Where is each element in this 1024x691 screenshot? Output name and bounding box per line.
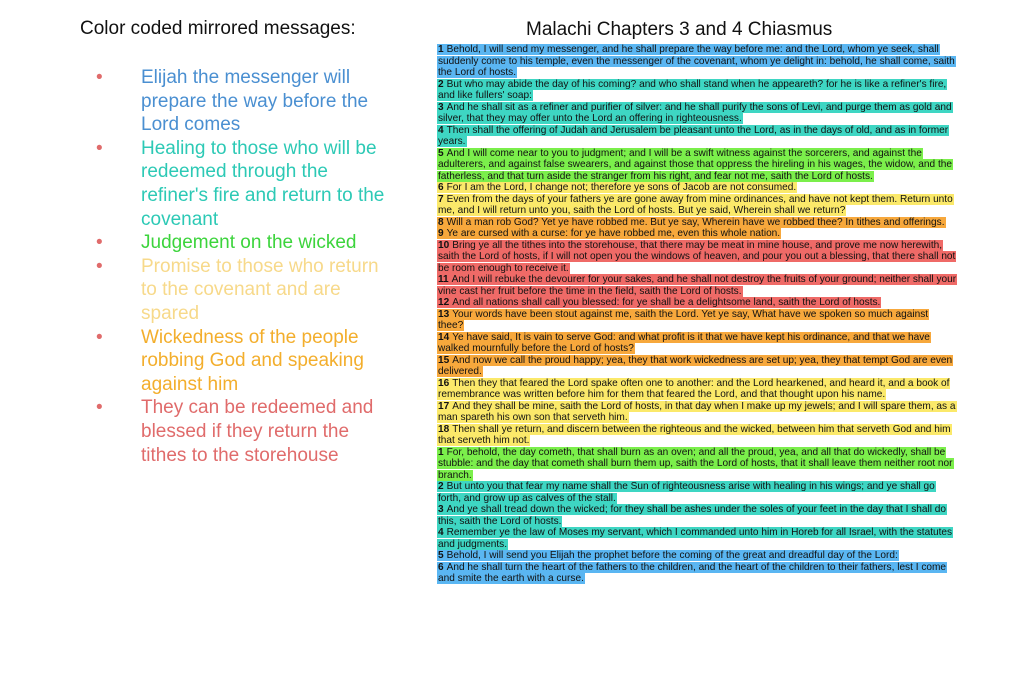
verse bbox=[437, 481, 957, 504]
verse-text: And now we call the proud happy; yea, they that work wickedness are set up; yea, they that tempt God are even delivered. bbox=[438, 354, 953, 377]
legend-item-text: Promise to those who return to the covenant and are spared bbox=[141, 255, 379, 324]
verse-text: But unto you that fear my name shall the Sun of righteousness arise with healing in his wings; and ye shall go forth, and grow up as calves of the stall. bbox=[438, 481, 935, 504]
verse-text: Then shall the offering of Judah and Jerusalem be pleasant unto the Lord, as in the days of old, and as in former years. bbox=[438, 124, 949, 147]
verse bbox=[437, 550, 957, 562]
verse-text: Ye have said, It is vain to serve God: and what profit is it that we have kept his ordinance, and that we have walked mournfully before the Lord of hosts? bbox=[438, 331, 930, 354]
verse-text: Remember ye the law of Moses my servant, which I commanded unto him in Horeb for all Israel, with the statutes and judgments. bbox=[438, 527, 953, 550]
verse bbox=[437, 562, 957, 585]
color-legend bbox=[96, 66, 396, 467]
verse-text: Bring ye all the tithes into the storehouse, that there may be meat in mine house, and prove me now herewith, saith the Lord of hosts, if I will not open you the windows of heaven, and pour you out a blessing, that there shall not be room enough to receive it. bbox=[438, 239, 956, 274]
verse bbox=[437, 274, 957, 297]
verse-number: 4 bbox=[438, 527, 444, 538]
verse-number: 4 bbox=[438, 124, 444, 136]
verse-highlight bbox=[437, 44, 956, 78]
verse-highlight bbox=[437, 401, 957, 424]
verse bbox=[437, 217, 957, 229]
verse-highlight bbox=[437, 240, 956, 274]
verse-highlight bbox=[437, 182, 797, 193]
verse-number: 16 bbox=[438, 377, 450, 389]
verse bbox=[437, 332, 957, 355]
bullet-icon: • bbox=[96, 67, 103, 88]
verse-text: Then shall ye return, and discern between the righteous and the wicked, between him that serveth God and him that serveth him not. bbox=[438, 423, 951, 446]
verse-number: 12 bbox=[438, 297, 450, 308]
verse-text: And he shall sit as a refiner and purifier of silver: and he shall purify the sons of Levi, and purge them as gold and silver, that they may offer unto the Lord an offering in righteousness. bbox=[438, 101, 952, 124]
legend-item bbox=[96, 231, 396, 255]
verse-highlight bbox=[437, 102, 953, 125]
bullet-icon: • bbox=[96, 255, 103, 277]
verse-text: And I will come near to you to judgment; and I will be a swift witness against the sorcerers, and against the adulterers, and against false swearers, and against those that oppress the hireling in his wages, the widow, and the fatherless, and that turn aside the stranger from his right, and fear not me, saith the Lord of hosts. bbox=[438, 147, 952, 182]
verse-text: Your words have been stout against me, saith the Lord. Yet ye say, What have we spoken so much against thee? bbox=[438, 308, 929, 331]
verse bbox=[437, 504, 957, 527]
legend-item-text: They can be redeemed and blessed if they return the tithes to the storehouse bbox=[141, 397, 374, 466]
verse-number: 1 bbox=[438, 44, 444, 55]
verse-number: 2 bbox=[438, 481, 444, 492]
verse-text: Behold, I will send my messenger, and he shall prepare the way before me: and the Lord, whom ye seek, shall suddenly come to his temple, even the messenger of the covenant, whom ye delight in: behold, he shall come, saith the Lord of hosts. bbox=[438, 44, 955, 78]
legend-item-text: Judgement on the wicked bbox=[141, 232, 357, 254]
verse bbox=[437, 148, 957, 183]
verse-number: 3 bbox=[438, 101, 444, 113]
verse-highlight bbox=[437, 447, 954, 481]
verse-highlight bbox=[437, 562, 947, 585]
verse-number: 14 bbox=[438, 331, 450, 343]
verse bbox=[437, 182, 957, 194]
verse-highlight bbox=[437, 378, 950, 401]
verse-number: 5 bbox=[438, 550, 444, 561]
legend-item bbox=[96, 255, 396, 326]
verse-highlight bbox=[437, 79, 947, 102]
verse-highlight bbox=[437, 527, 953, 550]
verse-text: Will a man rob God? Yet ye have robbed me. But ye say, Wherein have we robbed thee? In tithes and offerings. bbox=[446, 216, 945, 228]
verse-number: 3 bbox=[438, 504, 444, 515]
verse-text: Even from the days of your fathers ye are gone away from mine ordinances, and have not kept them. Return unto me, and I will return unto you, saith the Lord of hosts. But ye said, Wherein shall we return? bbox=[438, 193, 953, 216]
verse-number: 10 bbox=[438, 239, 450, 251]
verse-highlight bbox=[437, 194, 954, 217]
bullet-icon: • bbox=[96, 137, 103, 159]
verse bbox=[437, 125, 957, 148]
verse bbox=[437, 355, 957, 378]
bullet-icon: • bbox=[96, 232, 103, 254]
legend-item-text: Wickedness of the people robbing God and speaking against him bbox=[141, 326, 364, 395]
verse-text: And I will rebuke the devourer for your sakes, and he shall not destroy the fruits of your ground; neither shall your vine cast her fruit before the time in the field, saith the Lord of hosts. bbox=[438, 274, 957, 297]
verse bbox=[437, 297, 957, 309]
verse-text: And all nations shall call you blessed: for ye shall be a delightsome land, saith the Lord of hosts. bbox=[452, 297, 881, 308]
verse-list bbox=[437, 44, 957, 585]
verse-text: And they shall be mine, saith the Lord of hosts, in that day when I make up my jewels; and I will spare them, as a man spareth his own son that serveth him. bbox=[438, 400, 956, 423]
verse bbox=[437, 228, 957, 240]
verse-highlight bbox=[437, 504, 947, 527]
verse-number: 1 bbox=[438, 446, 444, 458]
verse-highlight bbox=[437, 550, 899, 561]
verse-number: 17 bbox=[438, 400, 450, 412]
verse-number: 15 bbox=[438, 354, 450, 366]
verse bbox=[437, 378, 957, 401]
verse-highlight bbox=[437, 481, 936, 504]
verse bbox=[437, 309, 957, 332]
verse-text: But who may abide the day of his coming? and who shall stand when he appeareth? for he is like a refiner's fire, and like fullers' soap: bbox=[438, 78, 947, 101]
legend-item bbox=[96, 326, 396, 397]
verse bbox=[437, 79, 957, 102]
bullet-icon: • bbox=[96, 326, 103, 348]
verse bbox=[437, 102, 957, 125]
verse-highlight bbox=[437, 297, 881, 308]
verse bbox=[437, 527, 957, 550]
verse bbox=[437, 424, 957, 447]
verse-highlight bbox=[437, 148, 953, 182]
legend-item-text: Elijah the messenger will prepare the way before the Lord comes bbox=[141, 67, 369, 136]
legend-item-text: Healing to those who will be redeemed through the refiner's fire and return to the covenant bbox=[141, 137, 385, 230]
verse-number: 13 bbox=[438, 308, 450, 320]
page-title: Malachi Chapters 3 and 4 Chiasmus bbox=[526, 19, 833, 40]
verse-text: Behold, I will send you Elijah the prophet before the coming of the great and dreadful day of the Lord: bbox=[446, 550, 898, 561]
verse-number: 6 bbox=[438, 182, 444, 193]
verse bbox=[437, 447, 957, 482]
verse-number: 9 bbox=[438, 228, 444, 239]
verse-text: For I am the Lord, I change not; therefore ye sons of Jacob are not consumed. bbox=[446, 182, 797, 193]
verse-number: 6 bbox=[438, 561, 444, 573]
verse-text: For, behold, the day cometh, that shall burn as an oven; and all the proud, yea, and all that do wickedly, shall be stubble: and the day that cometh shall burn them up, saith the Lord of hosts, that it shall leave them neither root nor branch. bbox=[438, 446, 953, 481]
verse-highlight bbox=[437, 125, 949, 148]
bullet-icon: • bbox=[96, 397, 103, 419]
verse-number: 11 bbox=[438, 274, 449, 285]
verse-highlight bbox=[437, 424, 952, 447]
verse-number: 8 bbox=[438, 216, 444, 228]
verse-highlight bbox=[437, 332, 931, 355]
verse-number: 18 bbox=[438, 423, 450, 435]
legend-item bbox=[96, 66, 396, 137]
legend-item bbox=[96, 396, 396, 467]
verse-highlight bbox=[437, 217, 946, 228]
verse bbox=[437, 401, 957, 424]
verse-number: 2 bbox=[438, 78, 444, 90]
verse bbox=[437, 240, 957, 275]
legend-title: Color coded mirrored messages: bbox=[80, 18, 356, 39]
verse-highlight bbox=[437, 309, 929, 332]
verse-highlight bbox=[437, 228, 781, 239]
legend-item bbox=[96, 137, 396, 231]
verse-text: And he shall turn the heart of the fathers to the children, and the heart of the children to their fathers, lest I come and smite the earth with a curse. bbox=[438, 561, 946, 584]
verse-text: Ye are cursed with a curse: for ye have robbed me, even this whole nation. bbox=[446, 228, 781, 239]
verse bbox=[437, 44, 957, 79]
verse-highlight bbox=[437, 274, 957, 297]
verse-number: 7 bbox=[438, 193, 444, 205]
verse-highlight bbox=[437, 355, 953, 378]
verse-text: Then they that feared the Lord spake often one to another: and the Lord hearkened, and heard it, and a book of remembrance was written before him for them that feared the Lord, and that thought upon his name. bbox=[438, 377, 950, 400]
verse bbox=[437, 194, 957, 217]
verse-text: And ye shall tread down the wicked; for they shall be ashes under the soles of your feet in the day that I shall do this, saith the Lord of hosts. bbox=[438, 504, 947, 527]
verse-number: 5 bbox=[438, 147, 444, 159]
